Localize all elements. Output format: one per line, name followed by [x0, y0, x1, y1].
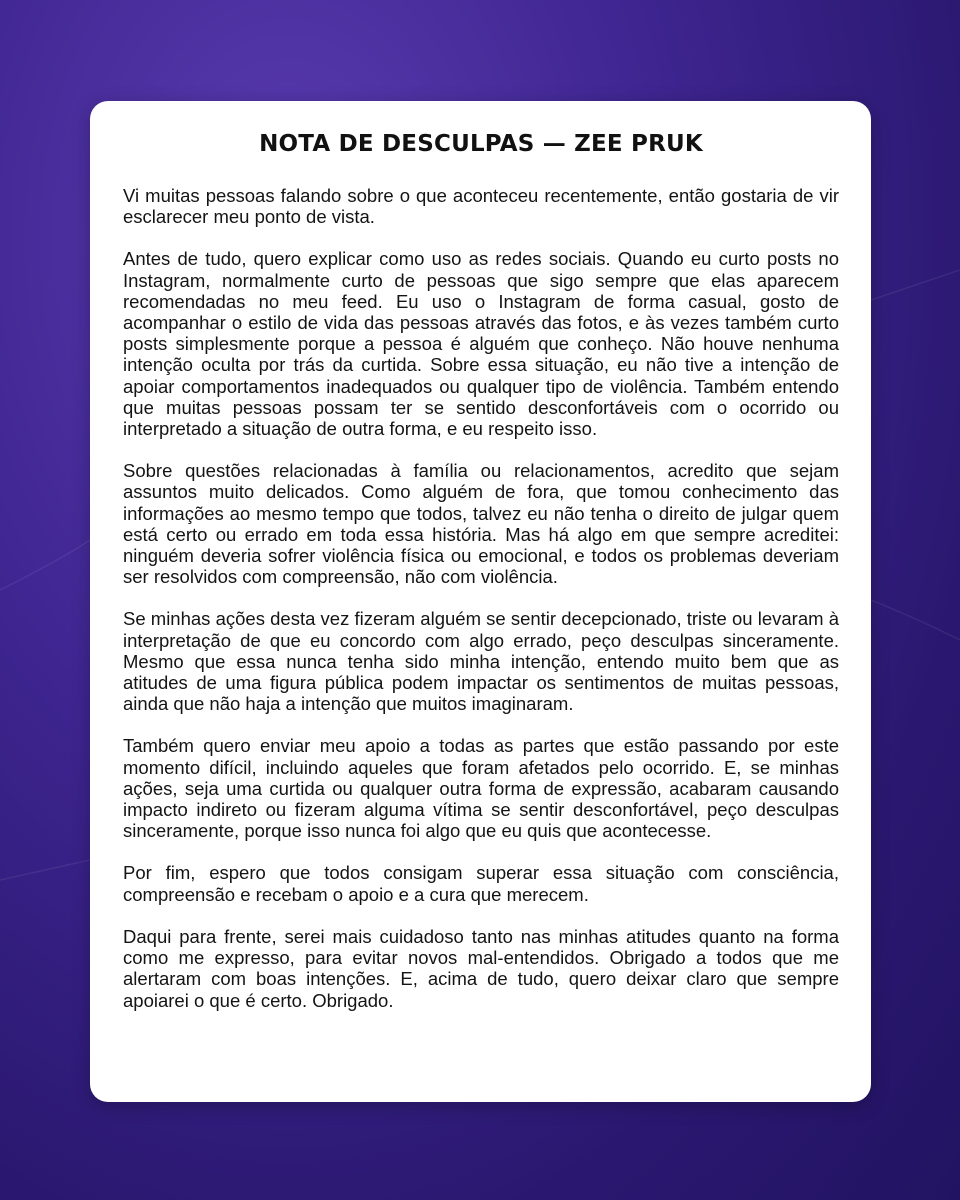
statement-title: NOTA DE DESCULPAS — ZEE PRUK [259, 131, 703, 157]
statement-paragraph-2: Antes de tudo, quero explicar como uso as redes sociais. Quando eu curto posts no Instagram, normalmente curto de pessoas que sigo sempre que elas aparecem recomendadas no meu feed. Eu uso o Instagram de forma casual, gosto de acompanhar o estilo de vida das pessoas através das fotos, e às vezes também curto posts simplesmente porque a pessoa é alguém que conheço. Não houve nenhuma intenção oculta por trás da curtida. Sobre essa situação, eu não tive a intenção de apoiar comportamentos inadequados ou qualquer tipo de violência. Também entendo que muitas pessoas possam ter se sentido desconfortáveis com o ocorrido ou interpretado a situação de outra forma, e eu respeito isso. [123, 248, 839, 440]
statement-paragraph-4: Se minhas ações desta vez fizeram alguém se sentir decepcionado, triste ou levaram à interpretação de que eu concordo com algo errado, peço desculpas sinceramente. Mesmo que essa nunca tenha sido minha intenção, entendo muito bem que as atitudes de uma figura pública podem impactar os sentimentos de muitas pessoas, ainda que não haja a intenção que muitos imaginaram. [123, 608, 839, 715]
statement-paragraph-1: Vi muitas pessoas falando sobre o que aconteceu recentemente, então gostaria de vir esclarecer meu ponto de vista. [123, 185, 839, 228]
statement-paragraph-6: Por fim, espero que todos consigam superar essa situação com consciência, compreensão e recebam o apoio e a cura que merecem. [123, 862, 839, 905]
statement-paragraph-7: Daqui para frente, serei mais cuidadoso tanto nas minhas atitudes quanto na forma como me expresso, para evitar novos mal-entendidos. Obrigado a todos que me alertaram com boas intenções. E, acima de tudo, quero deixar claro que sempre apoiarei o que é certo. Obrigado. [123, 925, 839, 1011]
statement-paragraph-3: Sobre questões relacionadas à família ou relacionamentos, acredito que sejam assuntos muito delicados. Como alguém de fora, que tomou conhecimento das informações ao mesmo tempo que todos, talvez eu não tenha o direito de julgar quem está certo ou errado em toda essa história. Mas há algo em que sempre acreditei: ninguém deveria sofrer violência física ou emocional, e todos os problemas deveriam ser resolvidos com compreensão, não com violência. [123, 460, 839, 588]
statement-paragraph-5: Também quero enviar meu apoio a todas as partes que estão passando por este momento difícil, incluindo aqueles que foram afetados pelo ocorrido. E, se minhas ações, seja uma curtida ou qualquer outra forma de expressão, acabaram causando impacto indireto ou fizeram alguma vítima se sentir desconfortável, peço desculpas sinceramente, porque isso nunca foi algo que eu quis que acontecesse. [123, 735, 839, 842]
statement-card [90, 101, 871, 1102]
